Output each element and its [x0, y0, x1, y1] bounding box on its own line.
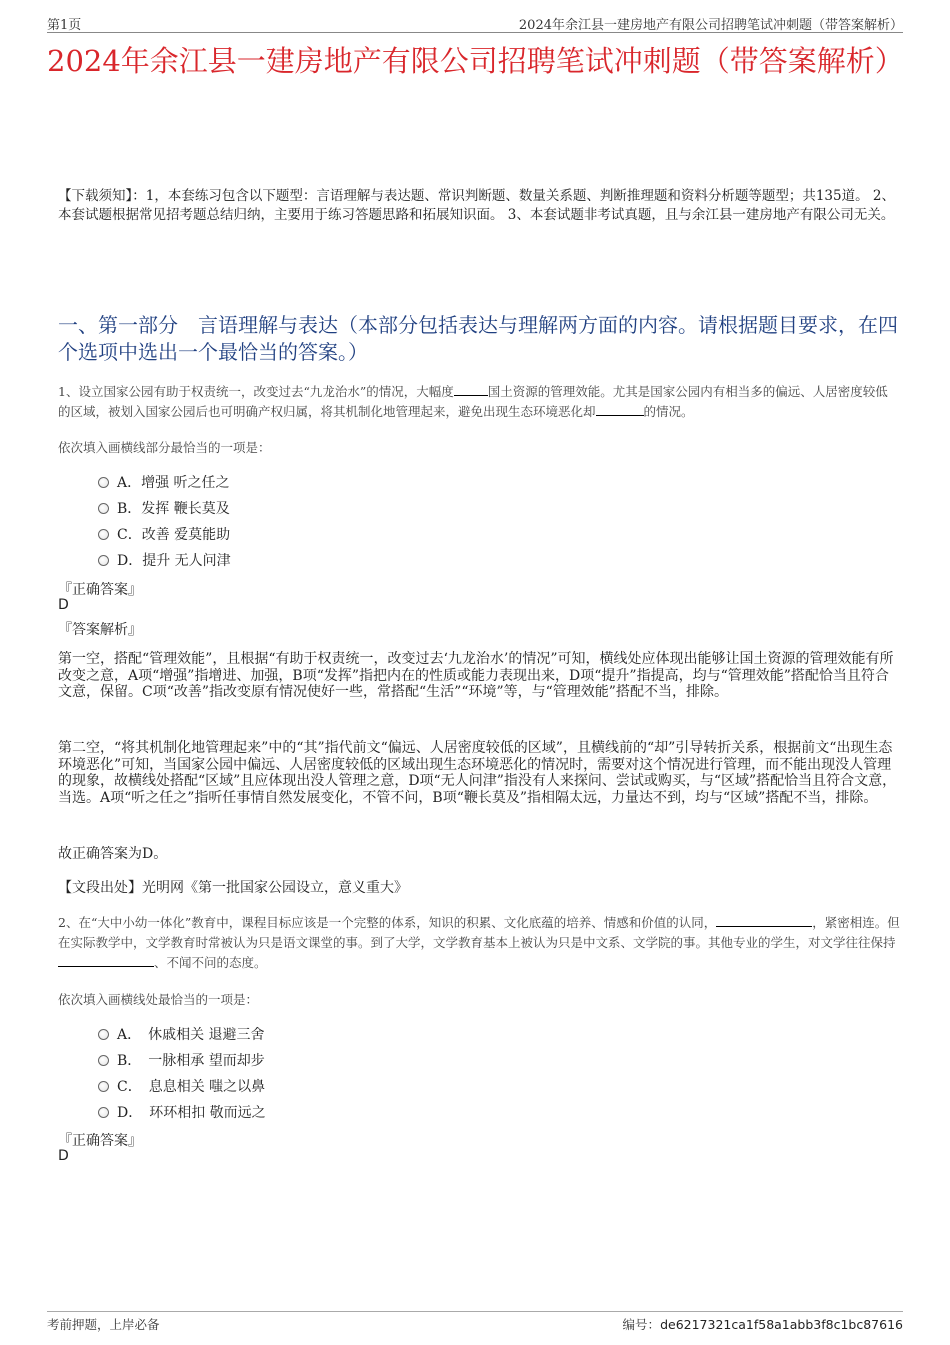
option-c[interactable]: C．改善 爱莫能助: [98, 524, 230, 544]
option-d[interactable]: D．提升 无人问津: [98, 550, 231, 570]
answer-label: 『正确答案』: [58, 582, 142, 598]
option-c[interactable]: C． 息息相关 嗤之以鼻: [98, 1076, 265, 1096]
page-header: [47, 12, 903, 33]
option-b[interactable]: B．发挥 鞭长莫及: [98, 498, 230, 518]
page-number: 第1页: [47, 18, 82, 33]
radio-icon[interactable]: [98, 477, 109, 488]
document-title: 2024年余江县一建房地产有限公司招聘笔试冲刺题（带答案解析）: [47, 44, 904, 78]
option-d[interactable]: D． 环环相扣 敬而远之: [98, 1102, 266, 1122]
blank-2: [596, 403, 644, 416]
option-a[interactable]: A．增强 听之任之: [98, 472, 230, 492]
page-footer: [47, 1311, 903, 1332]
answer-value: D: [58, 1148, 69, 1164]
analysis-label: 『答案解析』: [58, 622, 142, 638]
section-heading: 一、第一部分 言语理解与表达（本部分包括表达与理解两方面的内容。请根据题目要求，在四个选项中选出一个最恰当的答案。）: [58, 313, 898, 364]
document-code: 编号：de6217321ca1f58a1abb3f8c1bc87616: [622, 1317, 903, 1332]
header-doc-title: 2024年余江县一建房地产有限公司招聘笔试冲刺题（带答案解析）: [518, 18, 903, 33]
option-b[interactable]: B． 一脉相承 望而却步: [98, 1050, 265, 1070]
blank-1: [716, 914, 812, 927]
radio-icon[interactable]: [98, 1107, 109, 1118]
question-2-text: 2、在“大中小幼一体化”教育中，课程目标应该是一个完整的体系，知识的积累、文化底蕴的培养、情感和价值的认同， ，紧密相连。但在实际教学中，文学教育时常被认为只是语文课堂的事。到了大学，文学教育基本上被认为只是中文系、文学院的事。其他专业的学生，对文学往往保持、不闻不问的态度。: [58, 915, 900, 970]
analysis-paragraph-1: 第一空，搭配“管理效能”，且根据“有助于权责统一，改变过去‘九龙治水’的情况”可知，横线处应体现出能够让国土资源的管理效能有所改变之意，A项“增强”指增进、加强，B项“发挥”指把内在的性质或能力表现出来，D项“提升”指提高，均与“管理效能”搭配恰当且符合文意，保留。C项“改善”指改变原有情况使好一些，常搭配“生活”“环境”等，与“管理效能”搭配不当，排除。: [58, 651, 894, 700]
radio-icon[interactable]: [98, 1081, 109, 1092]
footer-slogan: 考前押题，上岸必备: [47, 1317, 160, 1332]
analysis-paragraph-2: 第二空，“将其机制化地管理起来”中的“其”指代前文“偏远、人居密度较低的区域”，且横线前的“却”引导转折关系，根据前文“出现生态环境恶化”可知，当国家公园中偏远、人居密度较低的区域出现生态环境恶化的情况时，需要对这个情况进行管理，而不能出现没人管理的现象，故横线处搭配“区域”且应体现出没人管理之意，D项“无人问津”指没有人来探问、尝试或购买，与“区域”搭配恰当且符合文意，当选。A项“听之任之”指听任事情自然发展变化，不管不问，B项“鞭长莫及”指相隔太远，力量达不到，均与“区域”搭配不当，排除。: [58, 740, 897, 806]
download-notice: 【下载须知】：1，本套练习包含以下题型：言语理解与表达题、常识判断题、数量关系题、判断推理题和资料分析题等题型；共135道。 2、本套试题根据常见招考题总结归纳，主要用于练习答题思路和拓展知识面。 3、本套试题非考试真题，且与余江县一建房地产有限公司无关。: [58, 188, 895, 223]
radio-icon[interactable]: [98, 555, 109, 566]
radio-icon[interactable]: [98, 503, 109, 514]
radio-icon[interactable]: [98, 1029, 109, 1040]
option-a[interactable]: A． 休戚相关 退避三舍: [98, 1024, 265, 1044]
radio-icon[interactable]: [98, 1055, 109, 1066]
answer-label: 『正确答案』: [58, 1133, 142, 1149]
blank-2: [58, 954, 154, 967]
blank-1: [454, 383, 488, 396]
conclusion: 故正确答案为D。: [58, 846, 168, 862]
question-2-prompt: 依次填入画横线处最恰当的一项是：: [58, 992, 259, 1007]
radio-icon[interactable]: [98, 529, 109, 540]
question-1-text: 1、设立国家公园有助于权责统一，改变过去“九龙治水”的情况，大幅度 国土资源的管理效能。尤其是国家公园内有相当多的偏远、人居密度较低的区域，被划入国家公园后也可明确产权归属，将其机制化地管理起来，避免出现生态环境恶化却 的情况。: [58, 384, 888, 419]
text-source: 【文段出处】光明网《第一批国家公园设立，意义重大》: [58, 880, 408, 896]
answer-value: D: [58, 597, 69, 613]
question-1-prompt: 依次填入画横线部分最恰当的一项是：: [58, 440, 271, 455]
